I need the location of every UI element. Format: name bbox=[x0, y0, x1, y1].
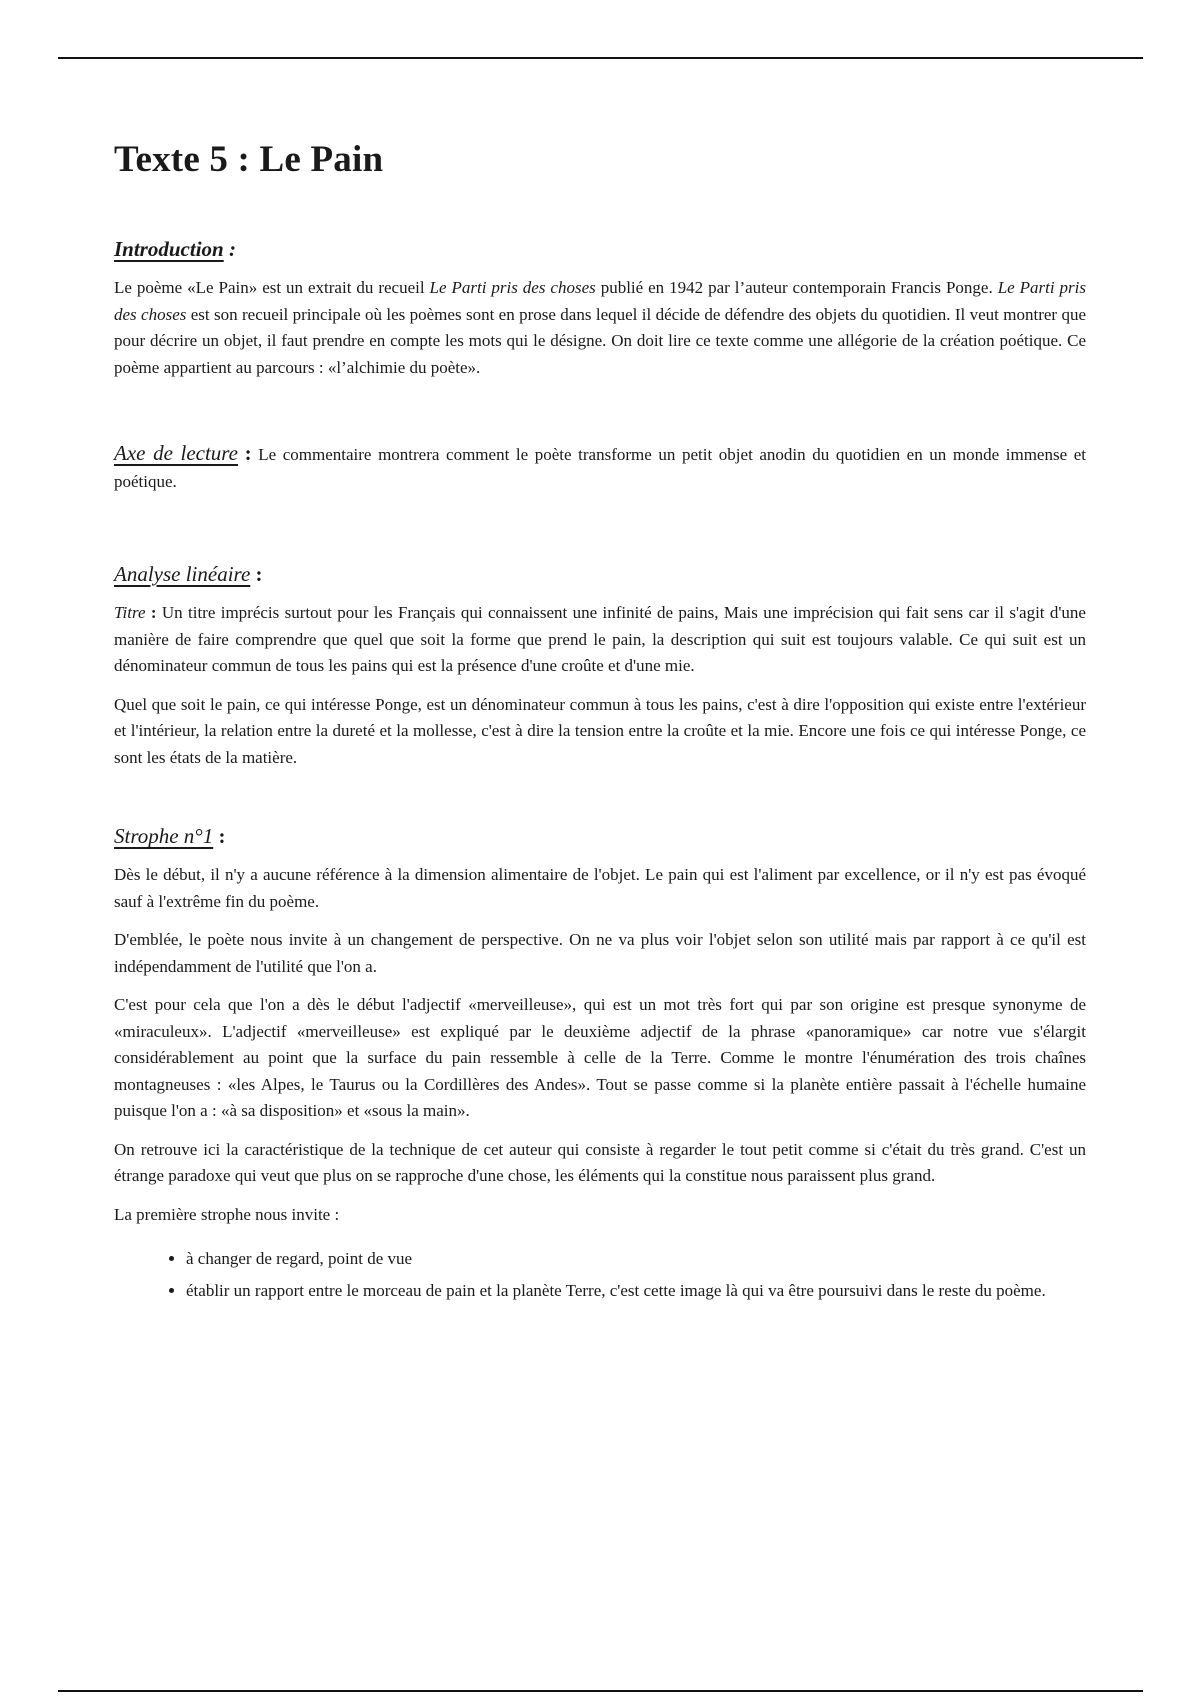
strophe1-heading bbox=[114, 823, 1086, 849]
strophe1-paragraph: D'emblée, le poète nous invite à un changement de perspective. On ne va plus voir l'objet selon son utilité mais par rapport à ce qu'il est indépendamment de l'utilité que l'on a. bbox=[114, 930, 1086, 976]
analyse-paragraph-2: Quel que soit le pain, ce qui intéresse Ponge, est un dénominateur commun à tous les pains, c'est à dire l'opposition qui existe entre l'extérieur et l'intérieur, la relation entre la dureté et la mollesse, c'est à dire la tension entre la croûte et la mie. Encore une fois ce qui intéresse Ponge, ce sont les états de la matière. bbox=[114, 694, 1086, 767]
list-item: • à changer de regard, point de vue bbox=[186, 1246, 1086, 1273]
introduction-heading-colon: : bbox=[228, 237, 236, 261]
titre-label: Titre bbox=[114, 603, 146, 622]
titre-text: Un titre imprécis surtout pour les Français qui connaissent une infinité de pains, Mais une imprécision qui fait sens car il s'agit d'une manière de faire comprendre que quel que soit la forme que prend le pain, la description qui suit est toujours valable. Ce qui suit est un dénominateur commun de tous les pains qui est la présence d'une croûte et d'une mie. bbox=[114, 603, 1086, 675]
page-title: Texte 5 : Le Pain bbox=[114, 139, 384, 180]
introduction-text-1: Le poème «Le Pain» est un extrait du recueil bbox=[114, 278, 430, 297]
strophe1-paragraph: On retrouve ici la caractéristique de la technique de cet auteur qui consiste à regarder le tout petit comme si c'était du très grand. C'est un étrange paradoxe qui veut que plus on se rapproche d'une chose, les éléments qui la constitue nous paraissent plus grand. bbox=[114, 1139, 1086, 1185]
titre-colon: : bbox=[145, 603, 157, 622]
analyse-heading-label: Analyse linéaire bbox=[114, 562, 251, 586]
work-title-repeat: Le Parti pris des choses bbox=[114, 278, 1086, 324]
titre-paragraph bbox=[114, 600, 1086, 680]
introduction-paragraph bbox=[114, 275, 1086, 381]
introduction-heading-label: Introduction bbox=[114, 237, 224, 261]
introduction-text-3: est son recueil principale où les poèmes sont en prose dans lequel il décide de défendre des objets du quotidien. Il veut montrer que pour décrire un objet, il faut prendre en compte les mots qui le désigne. On doit lire ce texte comme une allégorie de la création poétique. Ce poème appartient au parcours : «l’alchimie du poète». bbox=[114, 304, 1087, 377]
strophe1-paragraph: La première strophe nous invite : bbox=[114, 1204, 340, 1224]
strophe1-heading-label: Strophe n°1 bbox=[114, 824, 214, 848]
introduction-text-2: publié en 1942 par l’auteur contemporain Francis Ponge. bbox=[595, 278, 998, 297]
strophe1-bullet-list bbox=[114, 1246, 1086, 1304]
introduction-heading bbox=[114, 236, 1086, 262]
strophe1-paragraph: C'est pour cela que l'on a dès le début l'adjectif «merveilleuse», qui est un mot très fort qui par son origine est presque synonyme de «miraculeux». L'adjectif «merveilleuse» est expliqué par le deuxième adjectif de la phrase «panoramique» car notre vue s'élargit considérablement au point que la surface du pain ressemble à celle de la Terre. Comme le montre l'énumération des trois chaînes montagneuses : «les Alpes, le Taurus ou la Cordillères des Andes». Tout se passe comme si la planète entière passait à l'échelle humaine puisque l'on a : «à sa disposition» et «sous la main». bbox=[114, 995, 1086, 1120]
axe-text: Le commentaire montrera comment le poète transforme un petit objet anodin du quotidien en un monde immense et poétique. bbox=[114, 445, 1087, 491]
analyse-heading bbox=[114, 561, 1086, 587]
axe-paragraph bbox=[114, 440, 1086, 495]
strophe1-paragraph: Dès le début, il n'y a aucune référence à la dimension alimentaire de l'objet. Le pain qui est l'aliment par excellence, or il n'y est pas évoqué sauf à l'extrême fin du poème. bbox=[114, 865, 1086, 911]
axe-label: Axe de lecture bbox=[114, 441, 239, 465]
list-item: • établir un rapport entre le morceau de pain et la planète Terre, c'est cette image là qui va être poursuivi dans le reste du poème. bbox=[186, 1278, 1086, 1305]
analyse-heading-colon: : bbox=[255, 562, 263, 586]
top-rule bbox=[58, 57, 1143, 59]
work-title: Le Parti pris des choses bbox=[429, 278, 596, 297]
document-body bbox=[114, 140, 1086, 1309]
axe-colon: : bbox=[244, 441, 252, 465]
bottom-rule bbox=[58, 1690, 1143, 1692]
strophe1-heading-colon: : bbox=[218, 824, 226, 848]
